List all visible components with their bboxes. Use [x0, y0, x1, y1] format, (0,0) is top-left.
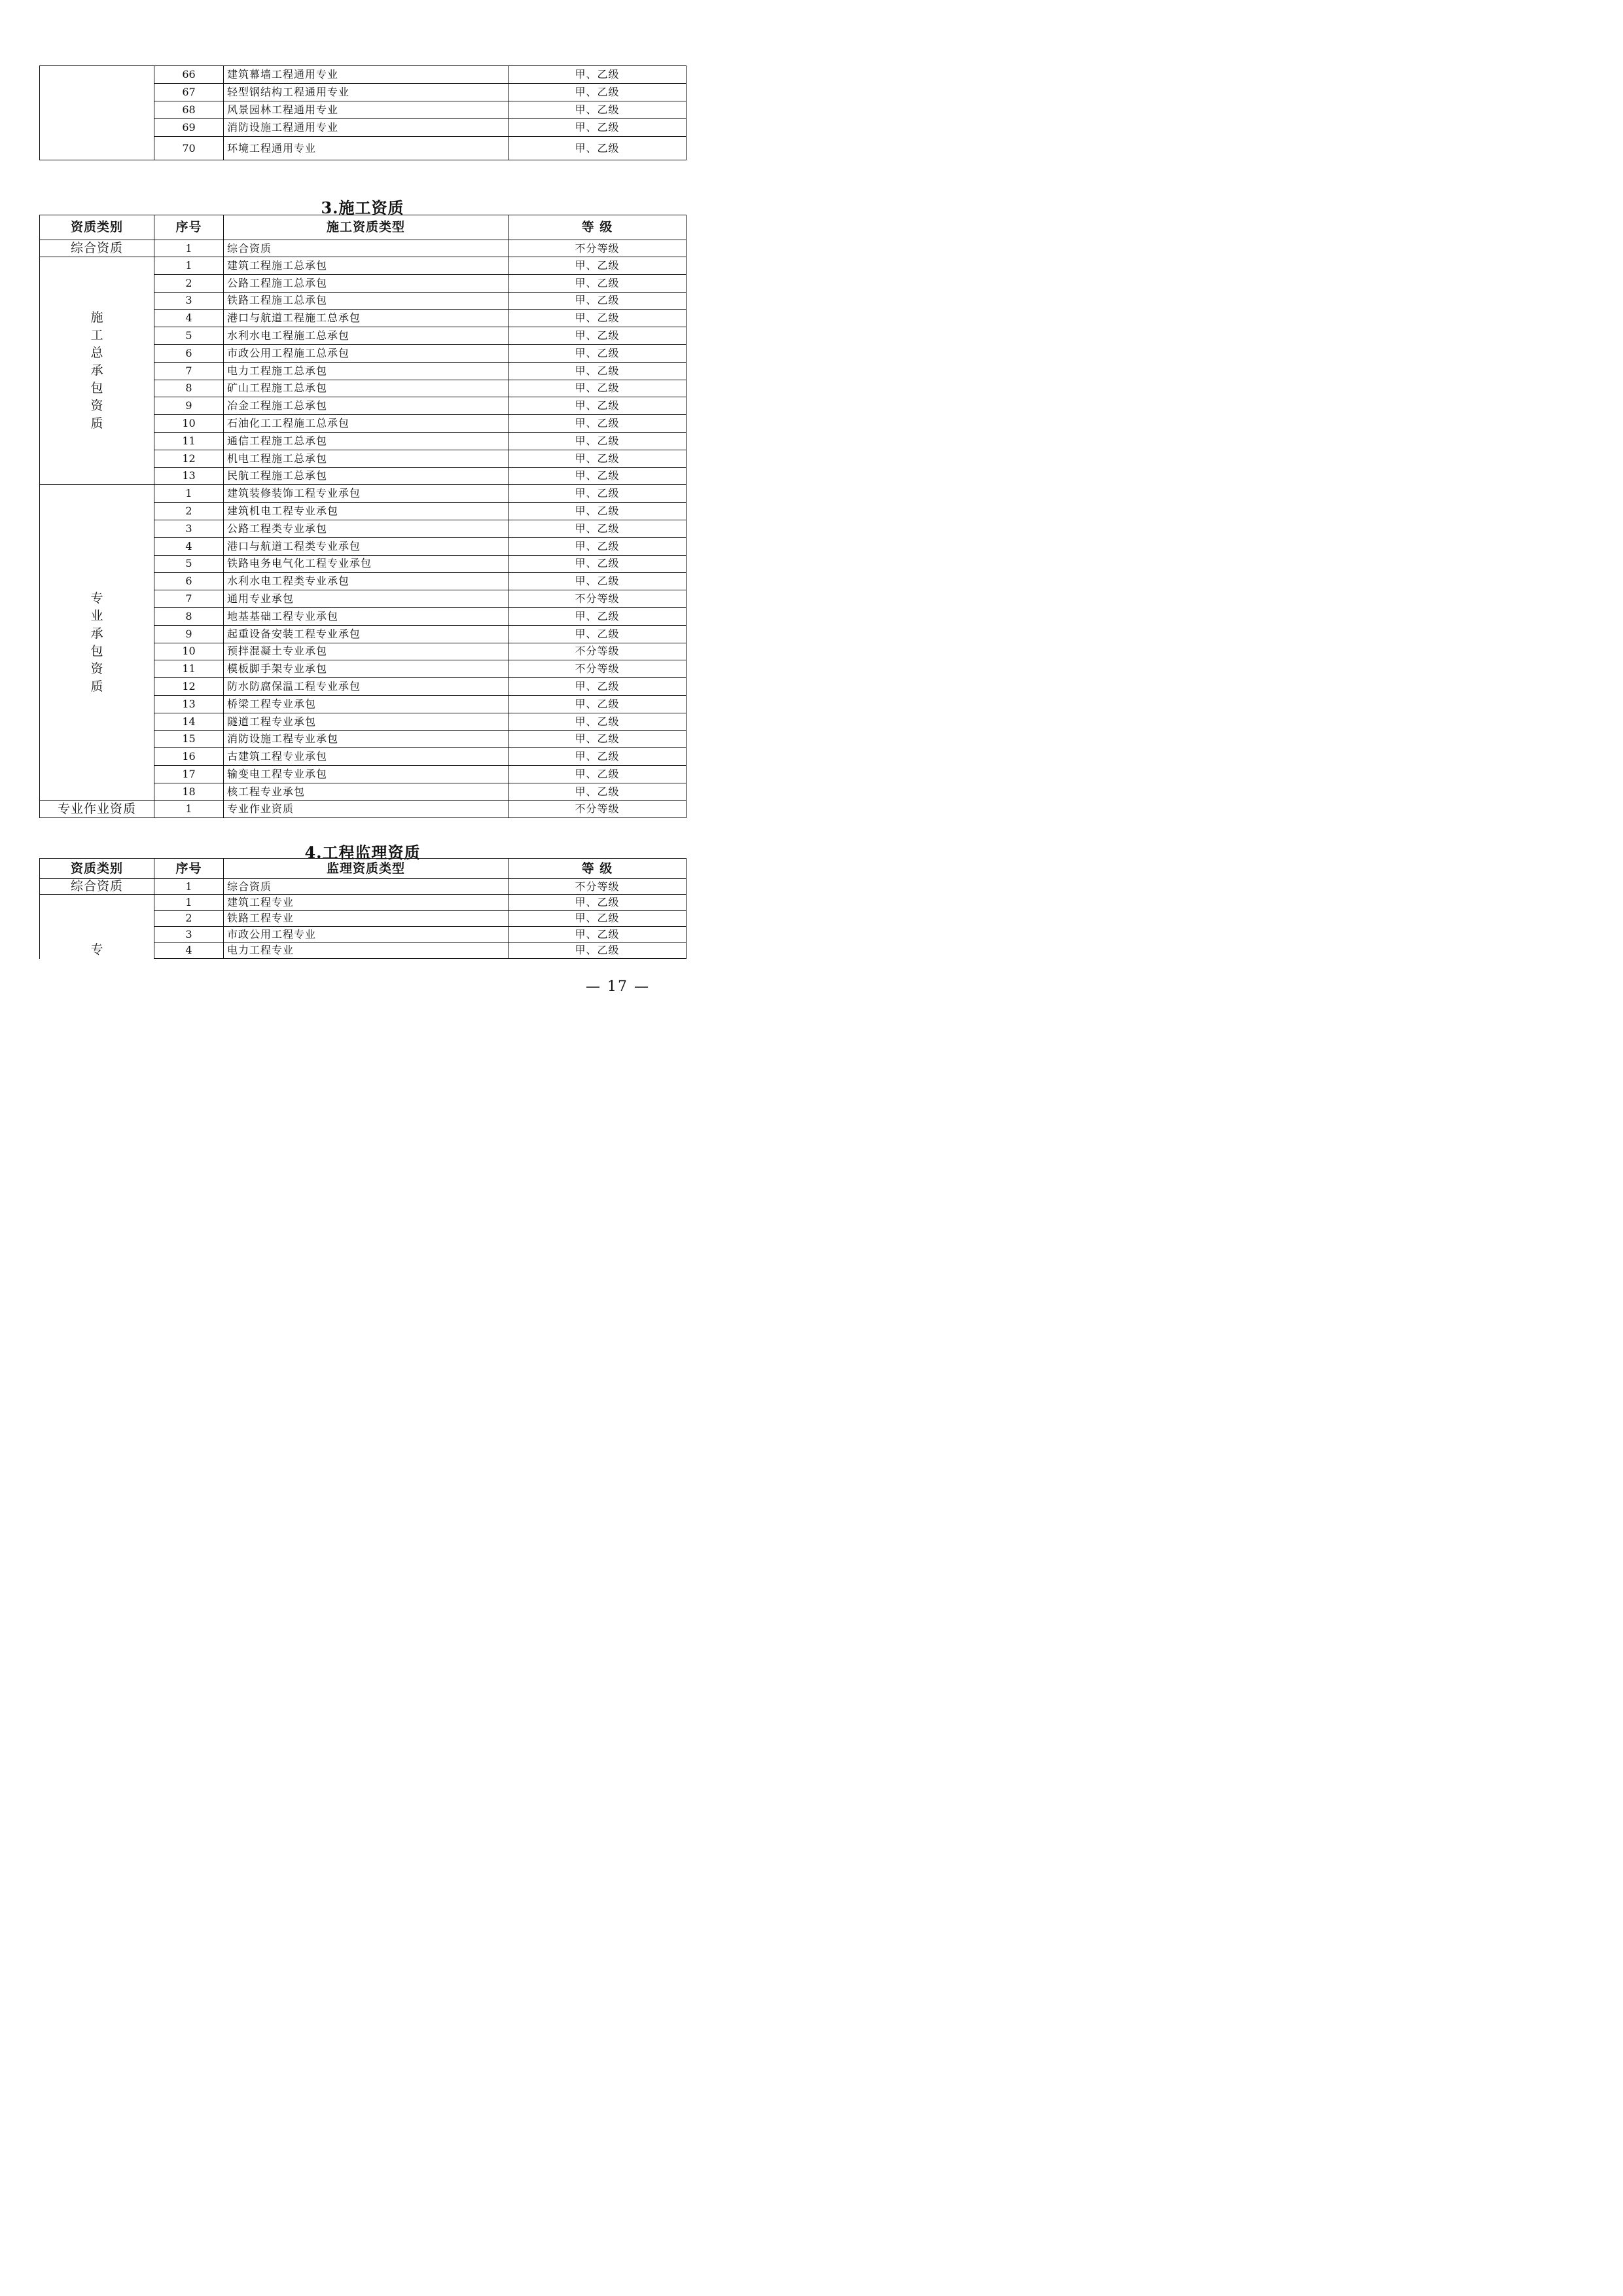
row-number: 1 [154, 257, 224, 275]
qualification-type: 消防设施工程通用专业 [224, 119, 508, 137]
qualification-type: 模板脚手架专业承包 [224, 660, 508, 678]
header-grade: 等 级 [508, 215, 687, 240]
qualification-grade: 甲、乙级 [508, 415, 687, 433]
qualification-grade: 甲、乙级 [508, 573, 687, 590]
qualification-type: 电力工程施工总承包 [224, 362, 508, 380]
header-number: 序号 [154, 215, 224, 240]
table-row [40, 895, 687, 911]
category-specialty-contracting [40, 485, 154, 800]
table-row [40, 240, 687, 257]
table-row [40, 66, 687, 84]
qualification-type: 综合资质 [224, 240, 508, 257]
row-number: 6 [154, 344, 224, 362]
category-char: 专 [90, 942, 103, 957]
row-number: 10 [154, 643, 224, 660]
qualification-grade: 不分等级 [508, 879, 687, 895]
qualification-grade: 甲、乙级 [508, 380, 687, 397]
row-number: 2 [154, 910, 224, 927]
qualification-grade: 甲、乙级 [508, 310, 687, 327]
qualification-grade: 甲、乙级 [508, 678, 687, 696]
table-supervision-qualification [39, 858, 687, 959]
qualification-grade: 甲、乙级 [508, 467, 687, 485]
qualification-grade: 甲、乙级 [508, 485, 687, 503]
qualification-grade: 甲、乙级 [508, 713, 687, 730]
qualification-type: 民航工程施工总承包 [224, 467, 508, 485]
qualification-grade: 甲、乙级 [508, 503, 687, 520]
qualification-grade: 不分等级 [508, 800, 687, 817]
qualification-type: 市政公用工程专业 [224, 927, 508, 943]
qualification-grade: 甲、乙级 [508, 555, 687, 573]
header-number: 序号 [154, 859, 224, 879]
page-number: — 17 — [586, 978, 650, 995]
category-char: 承 [90, 626, 103, 641]
qualification-grade: 甲、乙级 [508, 783, 687, 800]
qualification-grade: 甲、乙级 [508, 84, 687, 101]
row-number: 8 [154, 380, 224, 397]
row-number: 4 [154, 310, 224, 327]
category-char: 资 [90, 399, 103, 414]
qualification-type: 公路工程类专业承包 [224, 520, 508, 537]
category-char: 承 [90, 363, 103, 378]
qualification-grade: 甲、乙级 [508, 910, 687, 927]
row-number: 5 [154, 555, 224, 573]
qualification-grade: 甲、乙级 [508, 257, 687, 275]
header-grade: 等 级 [508, 859, 687, 879]
qualification-type: 地基基础工程专业承包 [224, 607, 508, 625]
row-number: 11 [154, 432, 224, 450]
qualification-grade: 甲、乙级 [508, 625, 687, 643]
qualification-type: 起重设备安装工程专业承包 [224, 625, 508, 643]
qualification-type: 电力工程专业 [224, 942, 508, 959]
qualification-type: 铁路电务电气化工程专业承包 [224, 555, 508, 573]
row-number: 1 [154, 895, 224, 911]
qualification-grade: 甲、乙级 [508, 695, 687, 713]
qualification-grade: 甲、乙级 [508, 520, 687, 537]
qualification-type: 预拌混凝土专业承包 [224, 643, 508, 660]
qualification-type: 冶金工程施工总承包 [224, 397, 508, 415]
qualification-grade: 甲、乙级 [508, 362, 687, 380]
qualification-type: 建筑幕墙工程通用专业 [224, 66, 508, 84]
category-char: 包 [90, 381, 103, 396]
row-number: 16 [154, 748, 224, 766]
qualification-type: 消防设施工程专业承包 [224, 730, 508, 748]
qualification-type: 综合资质 [224, 879, 508, 895]
qualification-type: 输变电工程专业承包 [224, 766, 508, 783]
header-type: 监理资质类型 [224, 859, 508, 879]
row-number: 1 [154, 485, 224, 503]
row-number: 1 [154, 800, 224, 817]
qualification-grade: 不分等级 [508, 643, 687, 660]
section-title-construction: 3.施工资质 [321, 198, 404, 217]
qualification-type: 专业作业资质 [224, 800, 508, 817]
qualification-type: 通用专业承包 [224, 590, 508, 608]
qualification-grade: 甲、乙级 [508, 101, 687, 119]
row-number: 9 [154, 397, 224, 415]
row-number: 4 [154, 537, 224, 555]
qualification-type: 环境工程通用专业 [224, 137, 508, 160]
qualification-type: 桥梁工程专业承包 [224, 695, 508, 713]
row-number: 66 [154, 66, 224, 84]
row-number: 12 [154, 678, 224, 696]
qualification-type: 建筑工程专业 [224, 895, 508, 911]
qualification-type: 通信工程施工总承包 [224, 432, 508, 450]
qualification-type: 建筑机电工程专业承包 [224, 503, 508, 520]
row-number: 12 [154, 450, 224, 467]
qualification-grade: 甲、乙级 [508, 766, 687, 783]
qualification-type: 机电工程施工总承包 [224, 450, 508, 467]
row-number: 6 [154, 573, 224, 590]
qualification-type: 矿山工程施工总承包 [224, 380, 508, 397]
qualification-grade: 甲、乙级 [508, 66, 687, 84]
qualification-grade: 甲、乙级 [508, 730, 687, 748]
header-category: 资质类别 [40, 859, 154, 879]
qualification-type: 港口与航道工程类专业承包 [224, 537, 508, 555]
qualification-grade: 甲、乙级 [508, 119, 687, 137]
qualification-type: 水利水电工程类专业承包 [224, 573, 508, 590]
qualification-grade: 甲、乙级 [508, 607, 687, 625]
qualification-type: 石油化工工程施工总承包 [224, 415, 508, 433]
qualification-type: 防水防腐保温工程专业承包 [224, 678, 508, 696]
qualification-grade: 甲、乙级 [508, 327, 687, 345]
qualification-grade: 不分等级 [508, 590, 687, 608]
row-number: 3 [154, 520, 224, 537]
header-row [40, 859, 687, 879]
row-number: 3 [154, 927, 224, 943]
row-number: 15 [154, 730, 224, 748]
row-number: 17 [154, 766, 224, 783]
row-number: 10 [154, 415, 224, 433]
qualification-grade: 甲、乙级 [508, 432, 687, 450]
category-char: 质 [90, 679, 103, 694]
row-number: 5 [154, 327, 224, 345]
row-number: 7 [154, 590, 224, 608]
row-number: 70 [154, 137, 224, 160]
row-number: 4 [154, 942, 224, 959]
category-specialty [40, 895, 154, 959]
category-char: 业 [90, 609, 103, 624]
row-number: 7 [154, 362, 224, 380]
row-number: 1 [154, 240, 224, 257]
table-continuation [39, 65, 687, 160]
row-number: 3 [154, 292, 224, 310]
qualification-type: 水利水电工程施工总承包 [224, 327, 508, 345]
qualification-type: 港口与航道工程施工总承包 [224, 310, 508, 327]
qualification-grade: 甲、乙级 [508, 274, 687, 292]
row-number: 1 [154, 879, 224, 895]
qualification-type: 公路工程施工总承包 [224, 274, 508, 292]
qualification-type: 隧道工程专业承包 [224, 713, 508, 730]
qualification-grade: 甲、乙级 [508, 748, 687, 766]
category-char: 资 [90, 662, 103, 677]
qualification-grade: 不分等级 [508, 660, 687, 678]
category-char: 质 [90, 416, 103, 431]
category-general-contracting [40, 257, 154, 485]
header-row [40, 215, 687, 240]
row-number: 8 [154, 607, 224, 625]
qualification-grade: 甲、乙级 [508, 450, 687, 467]
category-char: 总 [90, 346, 103, 361]
category-char: 包 [90, 644, 103, 659]
category-continuation [40, 66, 154, 160]
qualification-grade: 甲、乙级 [508, 942, 687, 959]
qualification-type: 市政公用工程施工总承包 [224, 344, 508, 362]
row-number: 67 [154, 84, 224, 101]
row-number: 13 [154, 695, 224, 713]
row-number: 2 [154, 274, 224, 292]
row-number: 68 [154, 101, 224, 119]
row-number: 14 [154, 713, 224, 730]
table-row [40, 800, 687, 817]
row-number: 13 [154, 467, 224, 485]
qualification-type: 铁路工程施工总承包 [224, 292, 508, 310]
section-title-supervision: 4.工程监理资质 [304, 843, 421, 862]
qualification-grade: 甲、乙级 [508, 344, 687, 362]
qualification-grade: 甲、乙级 [508, 927, 687, 943]
category-char: 工 [90, 328, 103, 343]
qualification-type: 建筑工程施工总承包 [224, 257, 508, 275]
table-construction-qualification [39, 215, 687, 818]
qualification-type: 古建筑工程专业承包 [224, 748, 508, 766]
qualification-grade: 不分等级 [508, 240, 687, 257]
row-number: 9 [154, 625, 224, 643]
qualification-type: 建筑装修装饰工程专业承包 [224, 485, 508, 503]
table-row [40, 879, 687, 895]
qualification-grade: 甲、乙级 [508, 397, 687, 415]
table-row [40, 485, 687, 503]
qualification-grade: 甲、乙级 [508, 292, 687, 310]
row-number: 69 [154, 119, 224, 137]
header-category: 资质类别 [40, 215, 154, 240]
category-label: 综合资质 [40, 879, 154, 895]
table-row [40, 257, 687, 275]
qualification-type: 轻型钢结构工程通用专业 [224, 84, 508, 101]
category-label: 专业作业资质 [40, 800, 154, 817]
row-number: 18 [154, 783, 224, 800]
category-char: 施 [90, 310, 103, 325]
qualification-type: 铁路工程专业 [224, 910, 508, 927]
header-type: 施工资质类型 [224, 215, 508, 240]
category-char: 专 [90, 591, 103, 606]
qualification-grade: 甲、乙级 [508, 537, 687, 555]
qualification-type: 核工程专业承包 [224, 783, 508, 800]
row-number: 2 [154, 503, 224, 520]
qualification-grade: 甲、乙级 [508, 895, 687, 911]
row-number: 11 [154, 660, 224, 678]
qualification-type: 风景园林工程通用专业 [224, 101, 508, 119]
qualification-grade: 甲、乙级 [508, 137, 687, 160]
category-label: 综合资质 [40, 240, 154, 257]
